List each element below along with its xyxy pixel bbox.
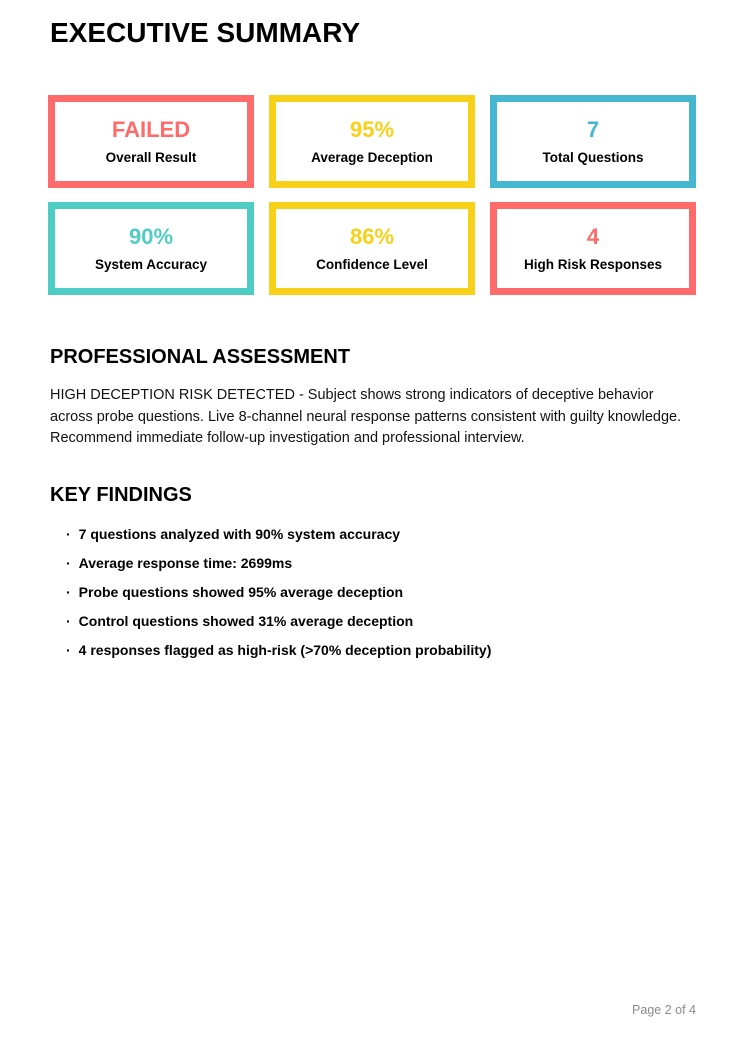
summary-card	[269, 95, 475, 188]
card-label: System Accuracy	[94, 256, 208, 272]
key-finding-item	[66, 585, 693, 600]
assessment-paragraph: HIGH DECEPTION RISK DETECTED - Subject shows strong indicators of deceptive behavior across probe questions. Live 8-channel neural response patterns consistent with guilty knowledge. Recommend immediate follow-up investigation and professional interview.	[50, 387, 682, 446]
key-finding-item	[66, 527, 693, 542]
summary-cards-grid	[48, 95, 696, 295]
card-value: 7	[586, 116, 600, 142]
card-value: 86%	[349, 223, 395, 249]
bullet-dot: ·	[66, 641, 71, 658]
key-finding-item	[66, 614, 693, 629]
key-findings-list	[66, 527, 693, 658]
bullet-dot: ·	[66, 612, 71, 629]
key-finding-text: Control questions showed 31% average deception	[78, 612, 414, 629]
card-value: 95%	[349, 116, 395, 142]
bullet-dot: ·	[66, 583, 71, 600]
card-value: FAILED	[111, 116, 191, 142]
card-label: Total Questions	[542, 149, 644, 165]
key-finding-text: Probe questions showed 95% average deception	[78, 583, 404, 600]
summary-card	[269, 202, 475, 295]
summary-card	[490, 95, 696, 188]
card-label: Confidence Level	[316, 256, 428, 272]
key-finding-text: 7 questions analyzed with 90% system accuracy	[78, 525, 401, 542]
section-heading-key-findings: KEY FINDINGS	[50, 483, 192, 506]
bullet-dot: ·	[66, 554, 71, 571]
summary-card	[490, 202, 696, 295]
bullet-dot: ·	[66, 525, 71, 542]
key-finding-text: Average response time: 2699ms	[78, 554, 293, 571]
page-footer: Page 2 of 4	[632, 1003, 696, 1017]
page-title: EXECUTIVE SUMMARY	[50, 17, 361, 48]
summary-card	[48, 95, 254, 188]
card-label: Average Deception	[311, 149, 433, 165]
summary-card	[48, 202, 254, 295]
card-value: 90%	[128, 223, 174, 249]
card-label: High Risk Responses	[523, 256, 663, 272]
key-finding-text: 4 responses flagged as high-risk (>70% deception probability)	[78, 641, 492, 658]
card-label: Overall Result	[105, 149, 197, 165]
card-value: 4	[586, 223, 600, 249]
key-finding-item	[66, 556, 693, 571]
key-finding-item	[66, 643, 693, 658]
section-heading-professional-assessment: PROFESSIONAL ASSESSMENT	[50, 346, 351, 368]
